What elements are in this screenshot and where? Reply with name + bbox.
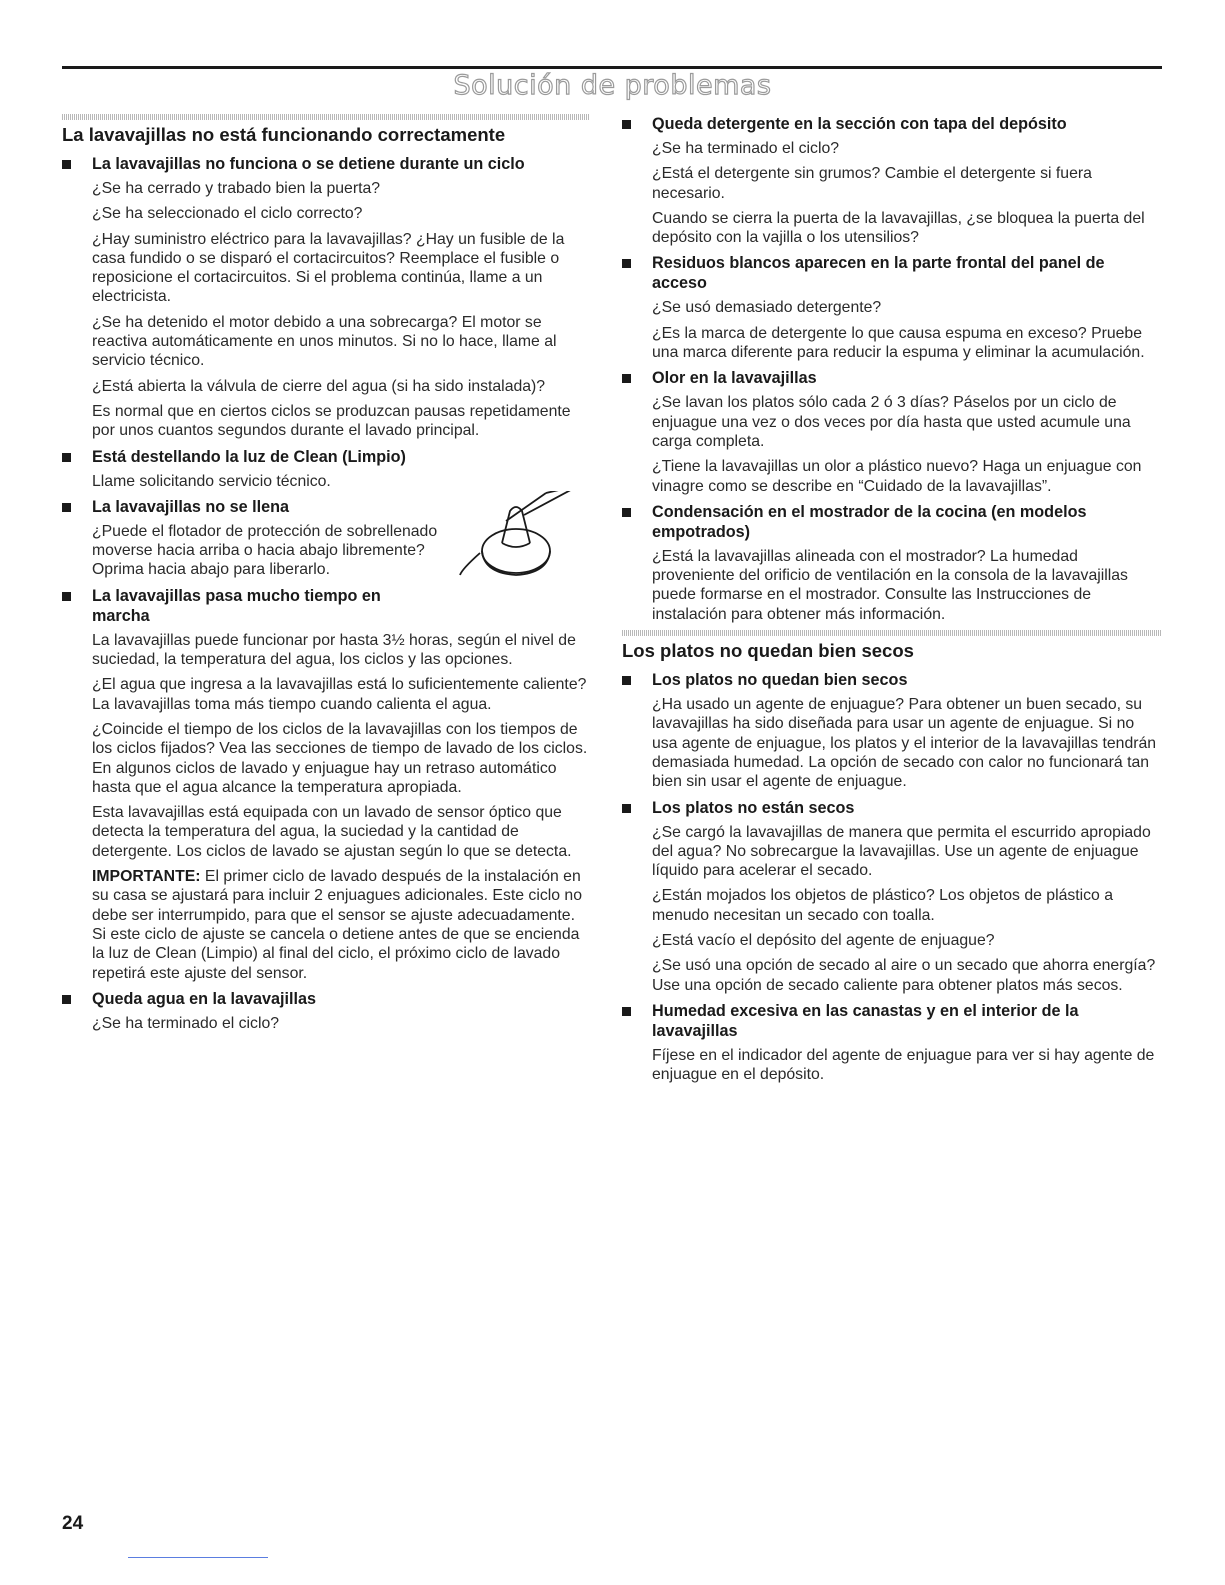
problem-item [622,502,1162,624]
solution-text: ¿Se lavan los platos sólo cada 2 ó 3 días? Páselos por un ciclo de enjuague una vez o dos veces por día hasta que usted acumule una carga completa. [652,394,1131,450]
problem-heading: La lavavajillas pasa mucho tiempo en marcha [92,586,381,625]
solution-text: ¿Se ha detenido el motor debido a una sobrecarga? El motor se reactiva automáticamente en unos minutos. Si no lo hace, llame al servicio técnico. [92,313,557,370]
problem-item [62,586,590,983]
page-title: Solución de problemas [453,70,772,101]
problem-item [62,989,590,1033]
problem-item [622,253,1162,362]
bullet-icon [622,798,652,818]
right-column [622,114,1162,1091]
solution-text: ¿Coincide el tiempo de los ciclos de la lavavajillas con los tiempos de los ciclos fijados? Vea las secciones de tiempo de lavado de los ciclos. En algunos ciclos de lavado y enjuague hay un retraso automático hasta que el agua alcance la temperatura apropiada. [92,720,588,796]
solution-text: Cuando se cierra la puerta de la lavavajillas, ¿se bloquea la puerta del depósito con la vajilla o los utensilios? [652,209,1145,247]
important-text: El primer ciclo de lavado después de la instalación en su casa se ajustará para incluir 2 enjuagues adicionales. Este ciclo no debe ser interrumpido, para que el sensor se ajuste adecuadamente. Si este ciclo de ajuste se cancela o detiene antes de que se encienda la luz de Clean (Limpio) al final del ciclo, el próximo ciclo de lavado repetirá este ajuste del sensor. [92,868,582,982]
problem-item [622,368,1162,495]
section-divider [622,630,1162,636]
bullet-icon [62,989,92,1009]
important-note [92,867,590,983]
solution-text: ¿Está abierta la válvula de cierre del agua (si ha sido instalada)? [92,377,546,395]
section-title: Los platos no quedan bien secos [622,640,914,662]
problem-heading: Los platos no quedan bien secos [652,671,908,690]
problem-item [62,154,590,441]
solution-text: ¿Está el detergente sin grumos? Cambie el detergente si fuera necesario. [652,165,1092,202]
problem-heading: Queda agua en la lavavajillas [92,989,317,1008]
bullet-icon [622,502,652,522]
problem-heading: Condensación en el mostrador de la cocina (en modelos empotrados) [652,502,1087,541]
problem-item [622,114,1162,247]
solution-text: ¿Se usó una opción de secado al aire o un secado que ahorra energía? Use una opción de secado caliente para obtener platos más secos. [652,957,1156,994]
solution-text: ¿El agua que ingresa a la lavavajillas está lo suficientemente caliente? La lavavajillas toma más tiempo cuando calienta el agua. [92,676,587,713]
bullet-icon [622,670,652,690]
bullet-icon [62,154,92,174]
problem-heading: Está destellando la luz de Clean (Limpio) [92,447,406,466]
bullet-icon [622,1001,652,1021]
solution-text: ¿Se cargó la lavavajillas de manera que permita el escurrido apropiado del agua? No sobrecargue la lavavajillas. Use un agente de enjuague líquido para acelerar el secado. [652,823,1151,880]
problem-heading: La lavavajillas no funciona o se detiene durante un ciclo [92,155,525,173]
solution-text: ¿Se ha cerrado y trabado bien la puerta? [92,180,381,197]
problem-item [62,447,590,491]
problem-item [62,497,590,580]
solution-text: Es normal que en ciertos ciclos se produzcan pausas repetidamente por unos cuantos segundos durante el lavado principal. [92,402,571,440]
solution-text: ¿Se ha terminado el ciclo? [92,1014,280,1032]
bullet-icon [622,368,652,388]
section-title: La lavavajillas no está funcionando correctamente [62,124,506,145]
important-label: IMPORTANTE: [92,868,201,886]
problem-item [622,1001,1162,1085]
problem-heading: Olor en la lavavajillas [652,369,817,388]
problem-heading: Queda detergente en la sección con tapa del depósito [652,115,1067,133]
left-column [62,114,590,1039]
problem-item [622,670,1162,791]
problem-heading: Humedad excesiva en las canastas y en el interior de la lavavajillas [652,1001,1079,1040]
solution-text: ¿Se ha seleccionado el ciclo correcto? [92,205,363,223]
solution-text: Esta lavavajillas está equipada con un lavado de sensor óptico que detecta la temperatura del agua, la suciedad y la cantidad de detergente. Los ciclos de lavado se ajustan según lo que se detecta. [92,804,572,860]
problem-heading: Residuos blancos aparecen en la parte frontal del panel de acceso [652,254,1105,293]
solution-text: La lavavajillas puede funcionar por hasta 3½ horas, según el nivel de suciedad, la temperatura del agua, los ciclos y las opciones. [92,631,576,669]
solution-text: ¿Es la marca de detergente lo que causa espuma en exceso? Pruebe una marca diferente para reducir la espuma y eliminar la acumulación. [652,324,1145,362]
problem-heading: La lavavajillas no se llena [92,497,290,516]
bullet-icon [622,253,652,273]
problem-heading: Los platos no están secos [652,798,855,817]
solution-text: ¿Están mojados los objetos de plástico? Los objetos de plástico a menudo necesitan un secado con toalla. [652,887,1114,924]
solution-text: ¿Se usó demasiado detergente? [652,299,882,317]
bullet-icon [622,114,652,134]
solution-text: ¿Ha usado un agente de enjuague? Para obtener un buen secado, su lavavajillas ha sido diseñada para usar un agente de enjuague. Si no usa agente de enjuague, los platos y el interior de la lavavajillas tendrán demasiada humedad. La opción de secado con calor no funcionará tan bien sin usar el agente de enjuague. [652,696,1157,791]
bullet-icon [62,586,92,606]
problem-item [622,798,1162,995]
section-divider [62,114,590,120]
solution-text: ¿Está vacío el depósito del agente de enjuague? [652,932,995,950]
overfill-float-icon [454,491,584,579]
top-rule [62,66,1162,69]
solution-text: Fíjese en el indicador del agente de enjuague para ver si hay agente de enjuague en el depósito. [652,1046,1155,1084]
bullet-icon [62,497,92,517]
solution-text: ¿Hay suministro eléctrico para la lavavajillas? ¿Hay un fusible de la casa fundido o se disparó el cortacircuitos? Reemplace el fusible o reposicione el cortacircuitos. Si el problema continúa, llame a un electricista. [92,230,565,306]
solution-text: ¿Se ha terminado el ciclo? [652,140,840,157]
solution-text: ¿Está la lavavajillas alineada con el mostrador? La humedad proveniente del orificio de ventilación en la consola de la lavavajillas puede formarse en el mostrador. Consulte las Instrucciones de instalación para obtener más información. [652,547,1128,623]
solution-text: ¿Tiene la lavavajillas un olor a plástico nuevo? Haga un enjuague con vinagre como se describe en “Cuidado de la lavavajillas”. [652,458,1142,495]
solution-text: ¿Puede el flotador de protección de sobrellenado moverse hacia arriba o hacia abajo libremente? Oprima hacia abajo para liberarlo. [92,522,438,579]
page-number: 24 [62,1513,84,1534]
footer-link-line [128,1557,268,1558]
bullet-icon [62,447,92,467]
solution-text: Llame solicitando servicio técnico. [92,472,331,490]
